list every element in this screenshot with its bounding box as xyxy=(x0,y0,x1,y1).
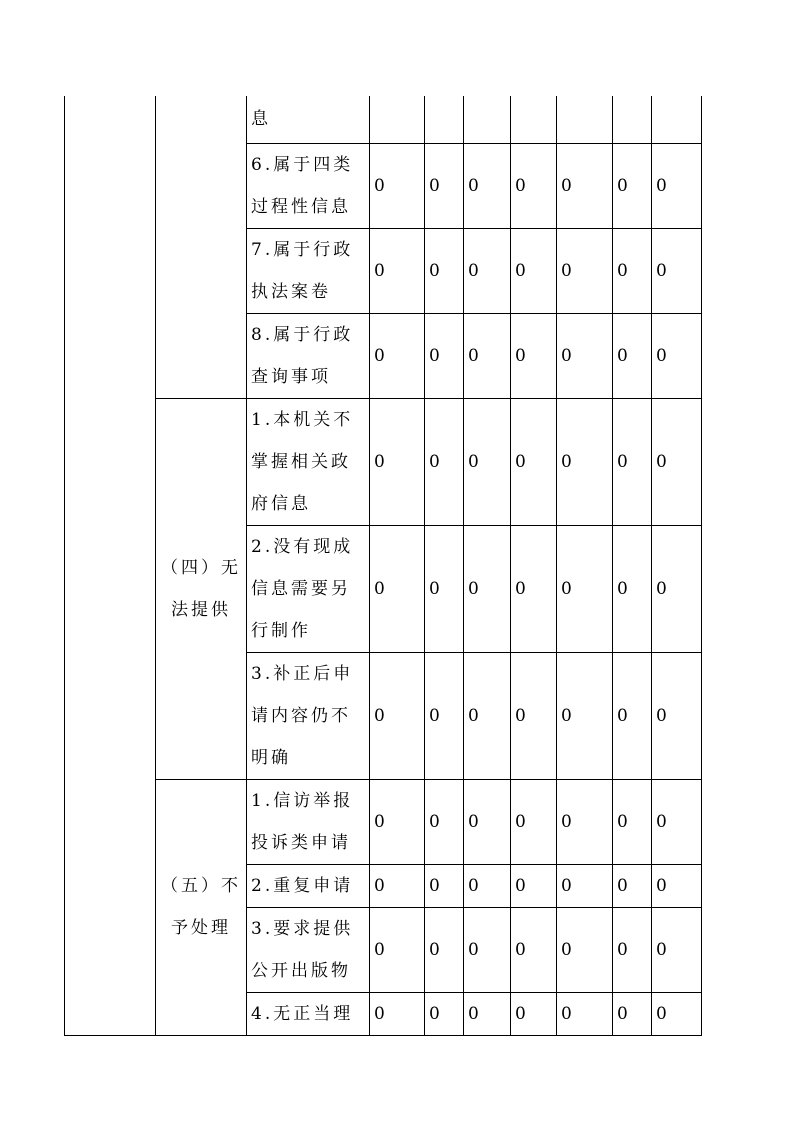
value-cell: 0 xyxy=(464,864,511,907)
value-cell: 0 xyxy=(652,992,702,1035)
value-cell: 0 xyxy=(557,313,613,398)
value-cell xyxy=(370,96,425,143)
value-cell: 0 xyxy=(652,907,702,992)
value-cell: 0 xyxy=(557,864,613,907)
value-cell: 0 xyxy=(557,779,613,864)
value-cell: 0 xyxy=(370,864,425,907)
table-row xyxy=(65,96,702,143)
value-cell: 0 xyxy=(613,864,652,907)
value-cell: 0 xyxy=(464,779,511,864)
value-cell: 0 xyxy=(370,313,425,398)
value-cell: 0 xyxy=(557,228,613,313)
value-cell: 0 xyxy=(464,313,511,398)
value-cell xyxy=(652,96,702,143)
value-cell: 0 xyxy=(652,779,702,864)
value-cell: 0 xyxy=(370,779,425,864)
value-cell: 0 xyxy=(425,525,464,652)
category-cell-continued xyxy=(156,96,247,398)
value-cell: 0 xyxy=(652,398,702,525)
value-cell: 0 xyxy=(557,992,613,1035)
row-label: 2.没有现成信息需要另行制作 xyxy=(247,525,370,652)
value-cell: 0 xyxy=(464,992,511,1035)
row-label: 3.补正后申请内容仍不明确 xyxy=(247,652,370,779)
row-label: 4.无正当理 xyxy=(247,992,370,1035)
value-cell: 0 xyxy=(557,652,613,779)
value-cell xyxy=(464,96,511,143)
value-cell: 0 xyxy=(370,228,425,313)
value-cell: 0 xyxy=(557,143,613,228)
value-cell: 0 xyxy=(425,398,464,525)
value-cell xyxy=(613,96,652,143)
outer-category-cell xyxy=(65,96,156,1035)
value-cell: 0 xyxy=(613,525,652,652)
row-label: 2.重复申请 xyxy=(247,864,370,907)
value-cell: 0 xyxy=(511,525,557,652)
value-cell: 0 xyxy=(511,779,557,864)
value-cell: 0 xyxy=(425,907,464,992)
value-cell: 0 xyxy=(511,143,557,228)
value-cell: 0 xyxy=(425,864,464,907)
value-cell: 0 xyxy=(370,398,425,525)
value-cell: 0 xyxy=(464,143,511,228)
value-cell: 0 xyxy=(511,992,557,1035)
value-cell: 0 xyxy=(652,864,702,907)
value-cell: 0 xyxy=(425,228,464,313)
value-cell: 0 xyxy=(370,907,425,992)
value-cell xyxy=(511,96,557,143)
value-cell: 0 xyxy=(613,313,652,398)
value-cell: 0 xyxy=(425,992,464,1035)
value-cell: 0 xyxy=(652,143,702,228)
table-row xyxy=(65,398,702,525)
row-label: 3.要求提供公开出版物 xyxy=(247,907,370,992)
value-cell: 0 xyxy=(464,398,511,525)
value-cell: 0 xyxy=(613,779,652,864)
value-cell: 0 xyxy=(511,864,557,907)
value-cell: 0 xyxy=(557,525,613,652)
value-cell xyxy=(425,96,464,143)
value-cell: 0 xyxy=(652,313,702,398)
value-cell: 0 xyxy=(464,525,511,652)
value-cell: 0 xyxy=(511,398,557,525)
value-cell: 0 xyxy=(511,652,557,779)
value-cell: 0 xyxy=(557,907,613,992)
value-cell: 0 xyxy=(652,652,702,779)
value-cell: 0 xyxy=(613,143,652,228)
row-label: 8.属于行政查询事项 xyxy=(247,313,370,398)
category-cell-not-processed: （五）不予处理 xyxy=(156,779,247,1035)
value-cell: 0 xyxy=(425,143,464,228)
value-cell: 0 xyxy=(511,228,557,313)
value-cell: 0 xyxy=(557,398,613,525)
value-cell: 0 xyxy=(613,398,652,525)
value-cell: 0 xyxy=(370,525,425,652)
value-cell: 0 xyxy=(464,907,511,992)
value-cell: 0 xyxy=(370,143,425,228)
disclosure-table xyxy=(64,96,702,1036)
row-label: 1.信访举报投诉类申请 xyxy=(247,779,370,864)
value-cell: 0 xyxy=(425,313,464,398)
value-cell: 0 xyxy=(511,907,557,992)
value-cell: 0 xyxy=(652,228,702,313)
row-label: 息 xyxy=(247,96,370,143)
value-cell: 0 xyxy=(613,907,652,992)
category-cell-cannot-provide: （四）无法提供 xyxy=(156,398,247,779)
value-cell: 0 xyxy=(613,992,652,1035)
value-cell: 0 xyxy=(370,652,425,779)
value-cell xyxy=(557,96,613,143)
value-cell: 0 xyxy=(464,652,511,779)
value-cell: 0 xyxy=(425,779,464,864)
value-cell: 0 xyxy=(464,228,511,313)
value-cell: 0 xyxy=(425,652,464,779)
value-cell: 0 xyxy=(652,525,702,652)
value-cell: 0 xyxy=(613,652,652,779)
table-row xyxy=(65,779,702,864)
row-label: 1.本机关不掌握相关政府信息 xyxy=(247,398,370,525)
row-label: 7.属于行政执法案卷 xyxy=(247,228,370,313)
row-label: 6.属于四类过程性信息 xyxy=(247,143,370,228)
value-cell: 0 xyxy=(370,992,425,1035)
value-cell: 0 xyxy=(511,313,557,398)
value-cell: 0 xyxy=(613,228,652,313)
